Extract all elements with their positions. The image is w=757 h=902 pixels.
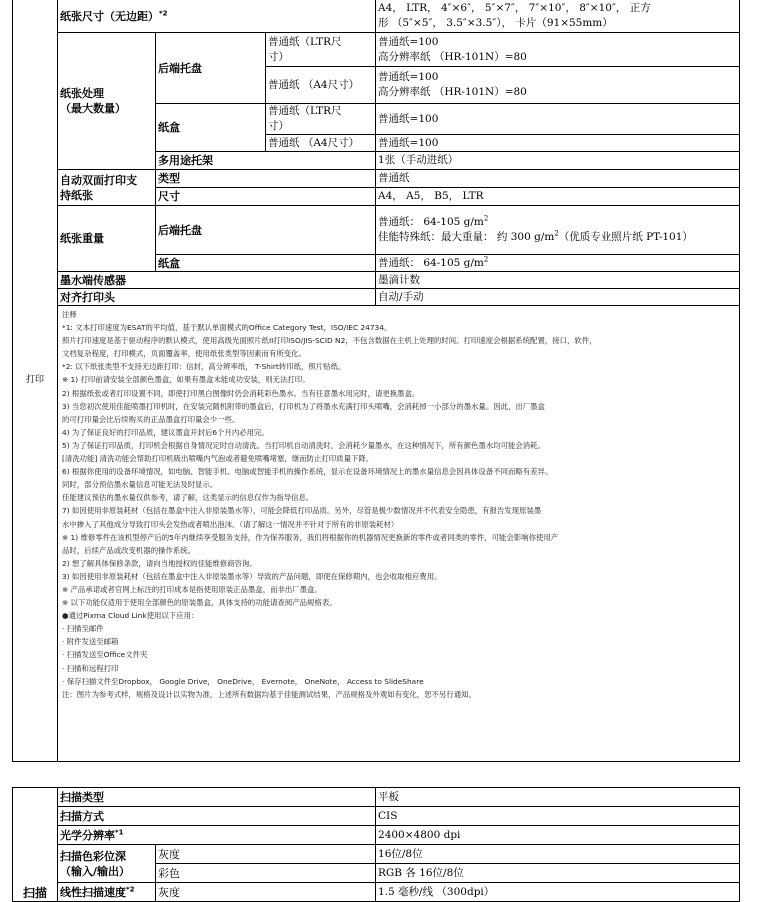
note-line: · 扫描发送至Office文件夹 xyxy=(62,650,148,660)
rear-ltr-value: 普通纸=100 高分辨率纸 （HR-101N）=80 xyxy=(376,33,740,67)
note-line: 3) 如因使用非原装耗材（包括在墨盒中注入非原装墨水等）导致的产品问题，即使在保修期内，也会收取相应费用。 xyxy=(62,571,442,581)
color-depth-gray-row xyxy=(13,845,740,864)
rear-a4-value: 普通纸=100 高分辨率纸 （HR-101N）=80 xyxy=(376,67,740,104)
note-line: 的可打印量会比后续购买的正品墨盒打印量会少一些。 xyxy=(62,414,240,424)
note-line: *1: 文本打印速度为ESAT的平均值，基于默认单面模式的Office Category Test，ISO/IEC 24734。 xyxy=(62,323,392,333)
weight-cassette-value: 普通纸： 64-105 $g/m^2$ xyxy=(376,255,740,272)
multi-tray-label: 多用途托架 xyxy=(156,152,376,170)
note-line: 品时，后续产品或改变机器的操作系统。 xyxy=(62,545,196,555)
cassette-ltr-value: 普通纸=100 xyxy=(376,104,740,135)
note-line: 4) 为了保证良好的打印品质，建议墨盒开封后6个月内必用完。 xyxy=(62,427,269,437)
note-line: 文档复杂程度，打印模式，页面覆盖率，使用纸张类型等因素而有所变化。 xyxy=(62,349,306,359)
scan-row xyxy=(13,788,740,807)
note-line: · 扫描至邮件 xyxy=(62,624,104,634)
weight-rear-row xyxy=(13,206,740,255)
note-line: 水中掺入了其他成分导致打印头会发热或者喷出泡沫。（请了解这一情况并不针对于所有的非原装耗材） xyxy=(62,519,399,529)
print-spec-table xyxy=(12,0,740,762)
weight-label: 纸张重量 xyxy=(58,206,156,272)
note-line: 同时，部分预估墨水量信息可能无法及时显示。 xyxy=(62,480,218,490)
optical-resolution-value: 2400×4800 dpi xyxy=(376,826,740,845)
note-line: ※ 以下功能仅适用于使用全部颜色的原装墨盒，具体支持的功能请查阅产品规格表。 xyxy=(62,598,337,608)
note-line: ●通过Pixma Cloud Link使用以下应用： xyxy=(62,611,199,621)
rear-ltr-row xyxy=(13,33,740,67)
color-depth-color-label: 彩色 xyxy=(156,864,376,883)
note-line: · 扫描和远程打印 xyxy=(62,663,119,673)
multi-tray-value: 1张（手动进纸） xyxy=(376,152,740,170)
cassette-plain-ltr-label: 普通纸（LTR尺 寸） xyxy=(266,104,376,135)
note-line: 注：图片为参考式样，规格及设计以实物为准，上述所有数据均基于佳能测试结果，产品规格及外观如有变化，恕不另行通知。 xyxy=(62,689,476,699)
align-value: 自动/手动 xyxy=(376,289,740,306)
color-depth-label: 扫描色彩位深 （输入/输出） xyxy=(58,845,156,883)
ink-sensor-label: 墨水端传感器 xyxy=(58,272,376,289)
note-line: · 保存扫描文件至Dropbox， Google Drive， OneDrive， Evernote， OneNote， Access to SlideShare xyxy=(62,676,424,686)
duplex-label: 自动双面打印支 持纸张 xyxy=(58,170,156,206)
plain-a4-label: 普通纸 （A4尺寸） xyxy=(266,67,376,104)
scan-spec-table xyxy=(12,787,740,902)
scan-speed-gray-value: 1.5 毫秒/线 （300dpi） xyxy=(376,883,740,902)
ink-sensor-value: 墨滴计数 xyxy=(376,272,740,289)
duplex-size-value: A4， A5， B5， LTR xyxy=(376,188,740,206)
paper-size-value: A4， LTR， 4″×6″， 5″×7″， 7″×10″， 8″×10″， 正方 形 （5″×5″， 3.5″×3.5″）， 卡片（91×55mm） xyxy=(376,0,740,33)
cassette-a4-value: 普通纸=100 xyxy=(376,135,740,152)
rear-tray-label: 后端托盘 xyxy=(156,33,266,104)
scan-speed-row xyxy=(13,883,740,902)
duplex-type-value: 普通纸 xyxy=(376,170,740,188)
scan-row xyxy=(13,807,740,826)
note-line: 7) 如因使用非原装耗材（包括在墨盒中注入非原装墨水等），可能会降低打印品质。另外，尽管是极少数情况并不代表安全隐患，有报告发现原装墨 xyxy=(62,506,542,516)
scan-method-value: CIS xyxy=(376,807,740,826)
weight-rear-label: 后端托盘 xyxy=(156,206,376,255)
note-line: *2: 以下纸张类型不支持无边距打印：信封，高分辨率纸， T-Shirt转印纸，照片贴纸。 xyxy=(62,362,346,372)
duplex-size-label: 尺寸 xyxy=(156,188,376,206)
paper-size-row xyxy=(13,0,740,33)
note-line: 3) 当您初次使用佳能喷墨打印机时，在安装完随机附带的墨盒后，打印机为了将墨水充满打印头喷嘴，会消耗掉一小部分的墨水量。因此，出厂墨盒 xyxy=(62,401,545,411)
notes-row xyxy=(13,306,740,762)
note-line: · 附件发送至邮箱 xyxy=(62,637,119,647)
ink-sensor-row xyxy=(13,272,740,289)
weight-cassette-label: 纸盒 xyxy=(156,255,376,272)
note-line: 注释 xyxy=(62,310,77,319)
note-line: 6) 根据你使用的设备环境情况，如电脑、智能手机、电脑或智能手机的操作系统，显示在设备环境情况上的墨水量信息会因具体设备不同而略有差异。 xyxy=(62,467,553,477)
optical-resolution-label: 光学分辨率$^{*1}$ xyxy=(58,826,376,845)
scan-type-value: 平板 xyxy=(376,788,740,807)
color-depth-color-value: RGB 各 16位/8位 xyxy=(376,864,740,883)
scan-type-label: 扫描类型 xyxy=(58,788,376,807)
paper-handling-label: 纸张处理 （最大数量） xyxy=(58,33,156,170)
note-line: [清洗功能] 清洗功能会帮助打印机吸出喷嘴内气泡或者避免喷嘴堵塞，继而防止打印质量下降。 xyxy=(62,454,374,464)
note-line: 2) 根据纸张或者打印设置不同，即使打印黑白图像时仍会消耗彩色墨水。当有任意墨水用完时，请更换墨盒。 xyxy=(62,388,420,398)
align-label: 对齐打印头 xyxy=(58,289,376,306)
notes-block xyxy=(58,306,740,762)
note-line: ※ 产品承诺或者官网上标注的打印成本是指使用原装正品墨盒，而非出厂墨盒。 xyxy=(62,584,322,594)
paper-size-label: 纸张尺寸（无边距）$^{*2}$ xyxy=(58,0,376,33)
color-depth-gray-value: 16位/8位 xyxy=(376,845,740,864)
note-line: 佳能建议预估的墨水量仅供参考，请了解，这类显示的信息仅作为指导信息。 xyxy=(62,493,314,503)
weight-rear-value: 普通纸： 64-105 $g/m^2$ 佳能特殊纸：最大重量： 约 300 $g/m^2$（优质专业照片纸 PT-101） xyxy=(376,206,740,255)
scan-row xyxy=(13,826,740,845)
note-line: 2) 想了解具体保修条款，请向当地授权的佳能维修商咨询。 xyxy=(62,558,257,568)
cassette-plain-a4-label: 普通纸 （A4尺寸） xyxy=(266,135,376,152)
color-depth-gray-label: 灰度 xyxy=(156,845,376,864)
duplex-type-label: 类型 xyxy=(156,170,376,188)
scan-method-label: 扫描方式 xyxy=(58,807,376,826)
align-row xyxy=(13,289,740,306)
print-section-label: 打印 xyxy=(13,0,58,762)
cassette-label: 纸盒 xyxy=(156,104,266,152)
scan-speed-label: 线性扫描速度$^{*2}$ xyxy=(58,883,156,902)
scan-section-label: 扫描 xyxy=(13,788,58,902)
note-line: ※ 1) 打印前请安装全部颜色墨盒，如果有墨盒未能成功安装，则无法打印。 xyxy=(62,375,310,385)
scan-speed-gray-label: 灰度 xyxy=(156,883,376,902)
plain-ltr-label: 普通纸（LTR尺 寸） xyxy=(266,33,376,67)
note-line: 照片打印速度是基于驱动程序的默认模式，使用高级光面照片纸II打印ISO/JIS-SCID N2，不包含数据在主机上处理的时间。打印速度会根据系统配置，接口，软件， xyxy=(62,336,597,346)
note-line: ※ 1) 维修零件在该机型停产后的5年内继续享受服务支持，作为保养服务，我们将根据你的机器情况更换新的零件或者同类的零件，可能会影响你使用产 xyxy=(62,532,559,542)
note-line: 5) 为了保证打印品质，打印机会根据自身情况定时自动清洗。当打印机自动清洗时，会消耗少量墨水，在这种情况下，所有颜色墨水均可能会消耗。 xyxy=(62,440,545,450)
duplex-type-row xyxy=(13,170,740,188)
